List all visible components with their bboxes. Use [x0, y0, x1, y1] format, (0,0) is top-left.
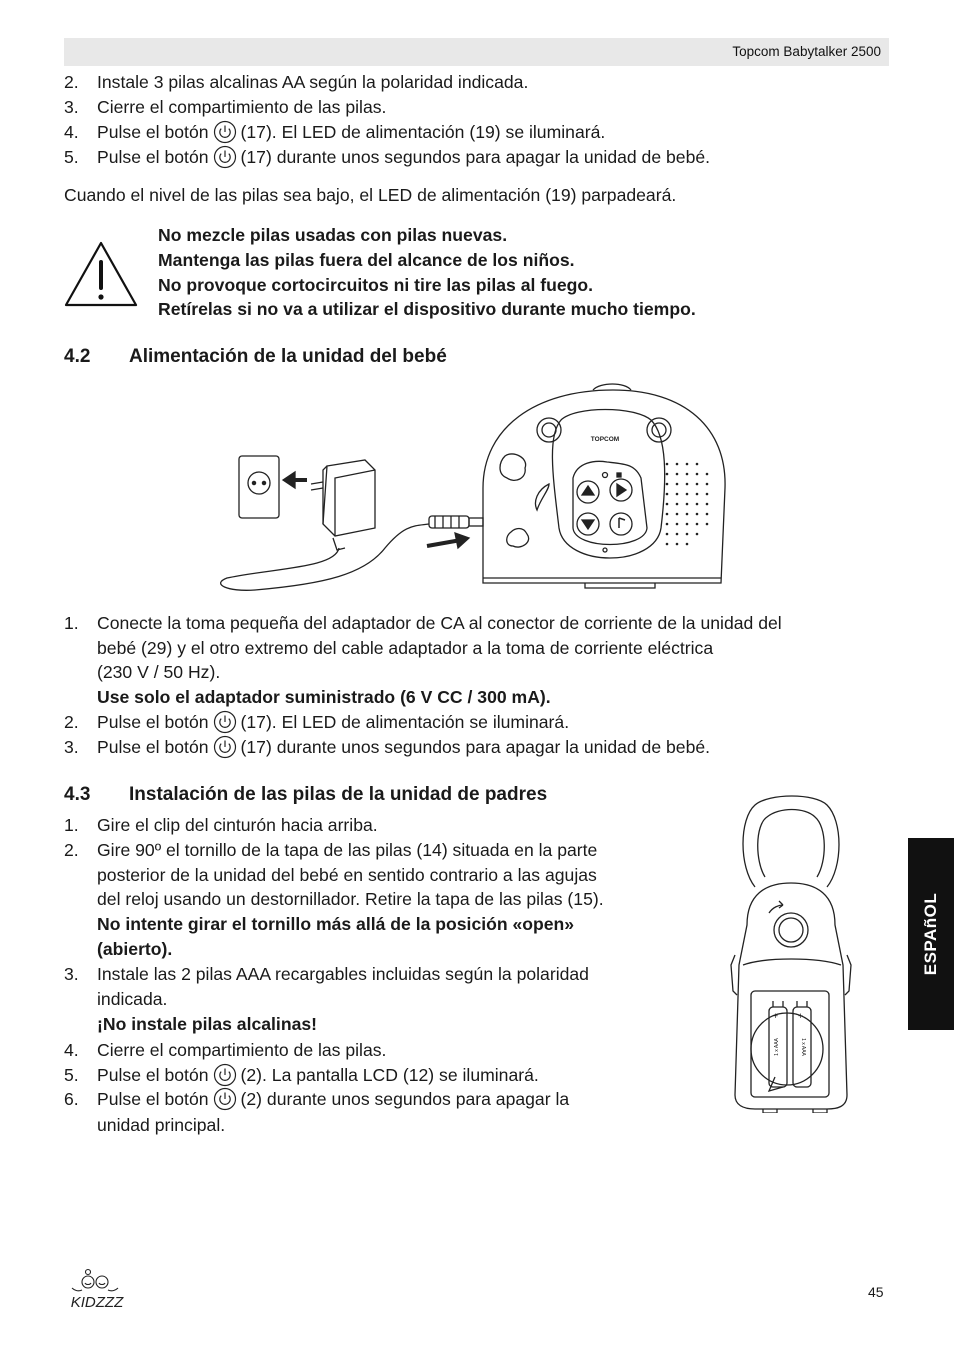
- warning-line: Mantenga las pilas fuera del alcance de los niños.: [158, 250, 575, 270]
- speaker-grille: [666, 463, 709, 546]
- list-number: 5.: [64, 147, 79, 167]
- language-side-tab: [908, 838, 954, 1030]
- list-item-text: (17). El LED de alimentación se iluminará.: [240, 712, 570, 732]
- warning-line: No mezcle pilas usadas con pilas nuevas.: [158, 225, 508, 245]
- list-item-text: Conecte la toma pequeña del adaptador de CA al conector de corriente de la unidad del: [97, 613, 782, 633]
- adapter-connection-illustration: [215, 378, 740, 598]
- list-item: [97, 710, 569, 735]
- list-item-text: (2) durante unos segundos para apagar la: [240, 1089, 570, 1109]
- list-item-text: Instale las 2 pilas AAA recargables incluidas según la polaridad: [97, 964, 589, 984]
- section-number: 4.2: [64, 346, 91, 367]
- list-item: [97, 1063, 539, 1088]
- parent-unit-battery-illustration: [725, 795, 860, 1113]
- logo-text: KIDZZZ: [70, 1294, 124, 1311]
- list-item-text: Pulse el botón: [97, 737, 209, 757]
- list-number: 3.: [64, 737, 79, 757]
- list-item-text: (17) durante unos segundos para apagar la unidad de bebé.: [240, 147, 711, 167]
- kidzzz-logo: [58, 1268, 136, 1314]
- list-item-text: Cierre el compartimiento de las pilas.: [97, 97, 387, 117]
- list-item-text: Pulse el botón: [97, 1089, 209, 1109]
- header-bar: [64, 38, 889, 66]
- list-number: 2.: [64, 72, 79, 92]
- list-number: 1.: [64, 613, 79, 633]
- warning-triangle-icon: [63, 240, 139, 308]
- power-button-icon: [213, 1063, 237, 1087]
- list-item-text: (2). La pantalla LCD (12) se iluminará.: [240, 1065, 539, 1085]
- list-item-note: No intente girar el tornillo más allá de la posición «open»: [97, 914, 575, 934]
- power-button-icon: [213, 145, 237, 169]
- list-item-text: indicada.: [97, 989, 168, 1009]
- warning-line: No provoque cortocircuitos ni tire las pilas al fuego.: [158, 275, 594, 295]
- svg-text:+: +: [798, 1011, 804, 1021]
- list-number: 6.: [64, 1089, 79, 1109]
- list-number: 1.: [64, 815, 79, 835]
- list-item-note: Use solo el adaptador suministrado (6 V CC / 300 mA).: [97, 687, 551, 707]
- svg-text:+: +: [773, 1011, 779, 1021]
- list-item-text: bebé (29) y el otro extremo del cable adaptador a la toma de corriente eléctrica: [97, 638, 714, 658]
- list-item: [97, 1087, 569, 1112]
- list-item: [97, 735, 710, 760]
- list-item-text: Pulse el botón: [97, 122, 209, 142]
- battery-label: 1 x AAA: [774, 1038, 780, 1056]
- device-brand-label: TOPCOM: [590, 436, 620, 443]
- list-item-text: Pulse el botón: [97, 147, 209, 167]
- power-button-icon: [213, 735, 237, 759]
- language-label: ESPAñOL: [921, 892, 940, 976]
- list-number: 4.: [64, 122, 79, 142]
- list-item-text: Gire 90º el tornillo de la tapa de las pilas (14) situada en la parte: [97, 840, 598, 860]
- list-number: 5.: [64, 1065, 79, 1085]
- list-item-text: Gire el clip del cinturón hacia arriba.: [97, 815, 378, 835]
- list-item-text: Cierre el compartimiento de las pilas.: [97, 1040, 387, 1060]
- list-item-note: (abierto).: [97, 939, 173, 959]
- list-item: [97, 145, 710, 170]
- power-button-icon: [213, 1087, 237, 1111]
- page-number: 45: [868, 1284, 884, 1300]
- section-title: Alimentación de la unidad del bebé: [129, 346, 447, 367]
- header-title: Topcom Babytalker 2500: [732, 44, 881, 59]
- section-number: 4.3: [64, 784, 91, 805]
- list-number: 2.: [64, 840, 79, 860]
- list-item-text: (17). El LED de alimentación (19) se iluminará.: [240, 122, 606, 142]
- list-item-note: ¡No instale pilas alcalinas!: [97, 1014, 317, 1034]
- low-battery-note: Cuando el nivel de las pilas sea bajo, el LED de alimentación (19) parpadeará.: [64, 185, 677, 205]
- list-number: 2.: [64, 712, 79, 732]
- list-item-text: Instale 3 pilas alcalinas AA según la polaridad indicada.: [97, 72, 529, 92]
- power-button-icon: [213, 120, 237, 144]
- list-number: 3.: [64, 964, 79, 984]
- warning-line: Retírelas si no va a utilizar el dispositivo durante mucho tiempo.: [158, 299, 696, 319]
- battery-label: 1 x AAA: [800, 1038, 806, 1056]
- list-item-text: (17) durante unos segundos para apagar la unidad de bebé.: [240, 737, 711, 757]
- power-button-icon: [213, 710, 237, 734]
- list-number: 4.: [64, 1040, 79, 1060]
- list-item: [97, 120, 605, 145]
- list-item-text: unidad principal.: [97, 1115, 226, 1135]
- list-item-text: del reloj usando un destornillador. Retire la tapa de las pilas (15).: [97, 889, 604, 909]
- list-item-text: Pulse el botón: [97, 712, 209, 732]
- list-item-text: posterior de la unidad del bebé en sentido contrario a las agujas: [97, 865, 597, 885]
- list-item-text: Pulse el botón: [97, 1065, 209, 1085]
- list-number: 3.: [64, 97, 79, 117]
- section-title: Instalación de las pilas de la unidad de padres: [129, 784, 548, 805]
- list-item-text: (230 V / 50 Hz).: [97, 662, 221, 682]
